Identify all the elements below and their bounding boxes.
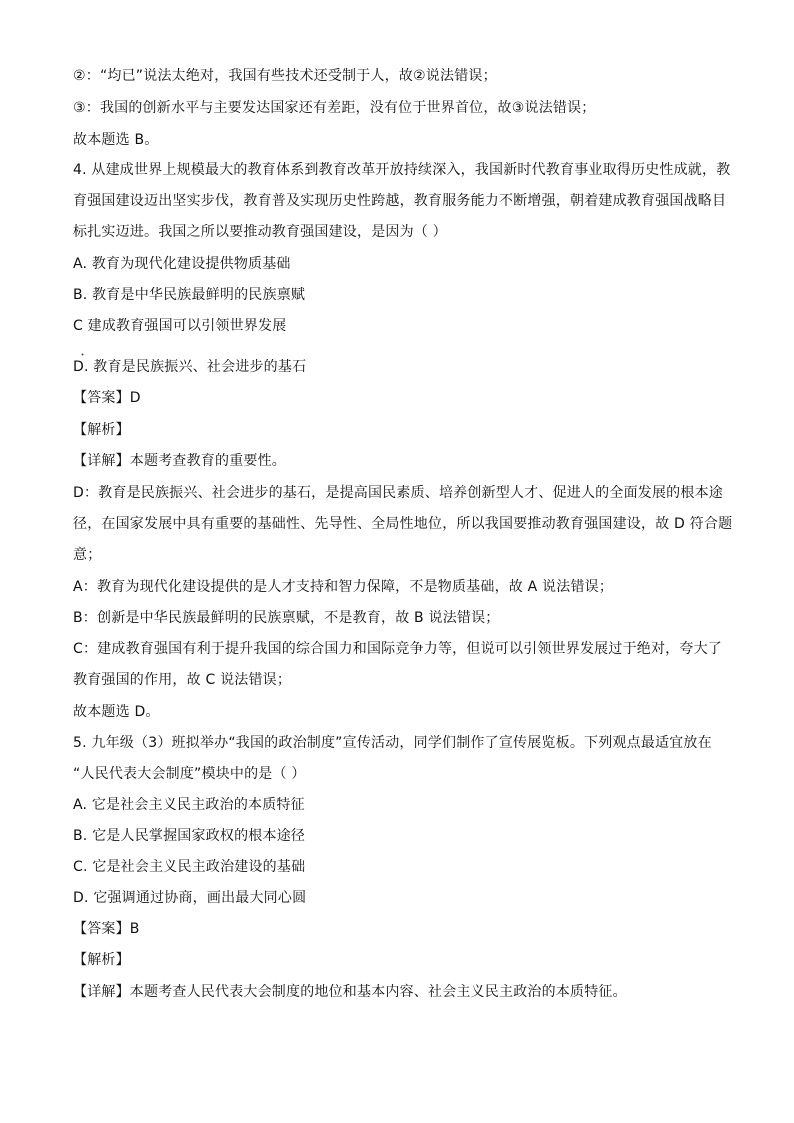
- text-line: 故本题选 B。: [73, 132, 159, 148]
- question-line: “人民代表大会制度”模块中的是（ ）: [73, 766, 306, 782]
- detail-line: 教育强国的作用，故 C 说法错误；: [73, 672, 292, 688]
- question-line: 5. 九年级（3）班拟举办“我国的政治制度”宣传活动，同学们制作了宣传展览板。下列观点最适宜放在: [73, 735, 712, 751]
- detail-line: A：教育为现代化建设提供的是人才支持和智力保障，不是物质基础，故 A 说法错误；: [73, 579, 614, 595]
- detail-line: B：创新是中华民族最鲜明的民族禀赋，不是教育，故 B 说法错误；: [73, 610, 500, 626]
- detail-line: 【详解】本题考查人民代表大会制度的地位和基本内容、社会主义民主政治的本质特征。: [73, 984, 627, 1000]
- analysis-label: 【解析】: [73, 422, 130, 438]
- analysis-label: 【解析】: [73, 952, 130, 968]
- detail-line: 径，在国家发展中具有重要的基础性、先导性、全局性地位，所以我国要推动教育强国建设，故 D 符合题: [73, 516, 733, 532]
- question-line: 4. 从建成世界上规模最大的教育体系到教育改革开放持续深入，我国新时代教育事业取得历史性成就，教: [73, 162, 731, 178]
- answer-label: 【答案】D: [73, 390, 141, 406]
- stray-dot: [81, 341, 84, 344]
- answer-label: 【答案】B: [73, 921, 140, 937]
- option-c: C. 它是社会主义民主政治建设的基础: [73, 859, 306, 875]
- option-b: B. 教育是中华民族最鲜明的民族禀赋: [73, 287, 306, 303]
- question-line: 育强国建设迈出坚实步伐，教育普及实现历史性跨越，教育服务能力不断增强，朝着建成教育强国战略目: [73, 193, 727, 209]
- option-c: C 建成教育强国可以引领世界发展: [73, 318, 287, 334]
- option-d: D. 教育是民族振兴、社会进步的基石: [73, 359, 307, 375]
- text-line: ②：“均已”说法太绝对，我国有些技术还受制于人，故②说法错误；: [73, 68, 497, 84]
- option-a: A. 教育为现代化建设提供物质基础: [73, 256, 291, 272]
- option-b: B. 它是人民掌握国家政权的根本途径: [73, 828, 306, 844]
- detail-line: 意；: [73, 547, 102, 563]
- option-a: A. 它是社会主义民主政治的本质特征: [73, 797, 305, 813]
- detail-line: D：教育是民族振兴、社会进步的基石，是提高国民素质、培养创新型人才、促进人的全面发展的根本途: [73, 485, 723, 501]
- text-line: ③：我国的创新水平与主要发达国家还有差距，没有位于世界首位，故③说法错误；: [73, 100, 596, 116]
- question-line: 标扎实迈进。我国之所以要推动教育强国建设，是因为（ ）: [73, 224, 447, 240]
- detail-line: C：建成教育强国有利于提升我国的综合国力和国际竞争力等，但说可以引领世界发展过于绝对，夸大了: [73, 641, 722, 657]
- detail-line: 【详解】本题考查教育的重要性。: [73, 453, 286, 469]
- option-d: D. 它强调通过协商，画出最大同心圆: [73, 890, 307, 906]
- detail-line: 故本题选 D。: [73, 704, 160, 720]
